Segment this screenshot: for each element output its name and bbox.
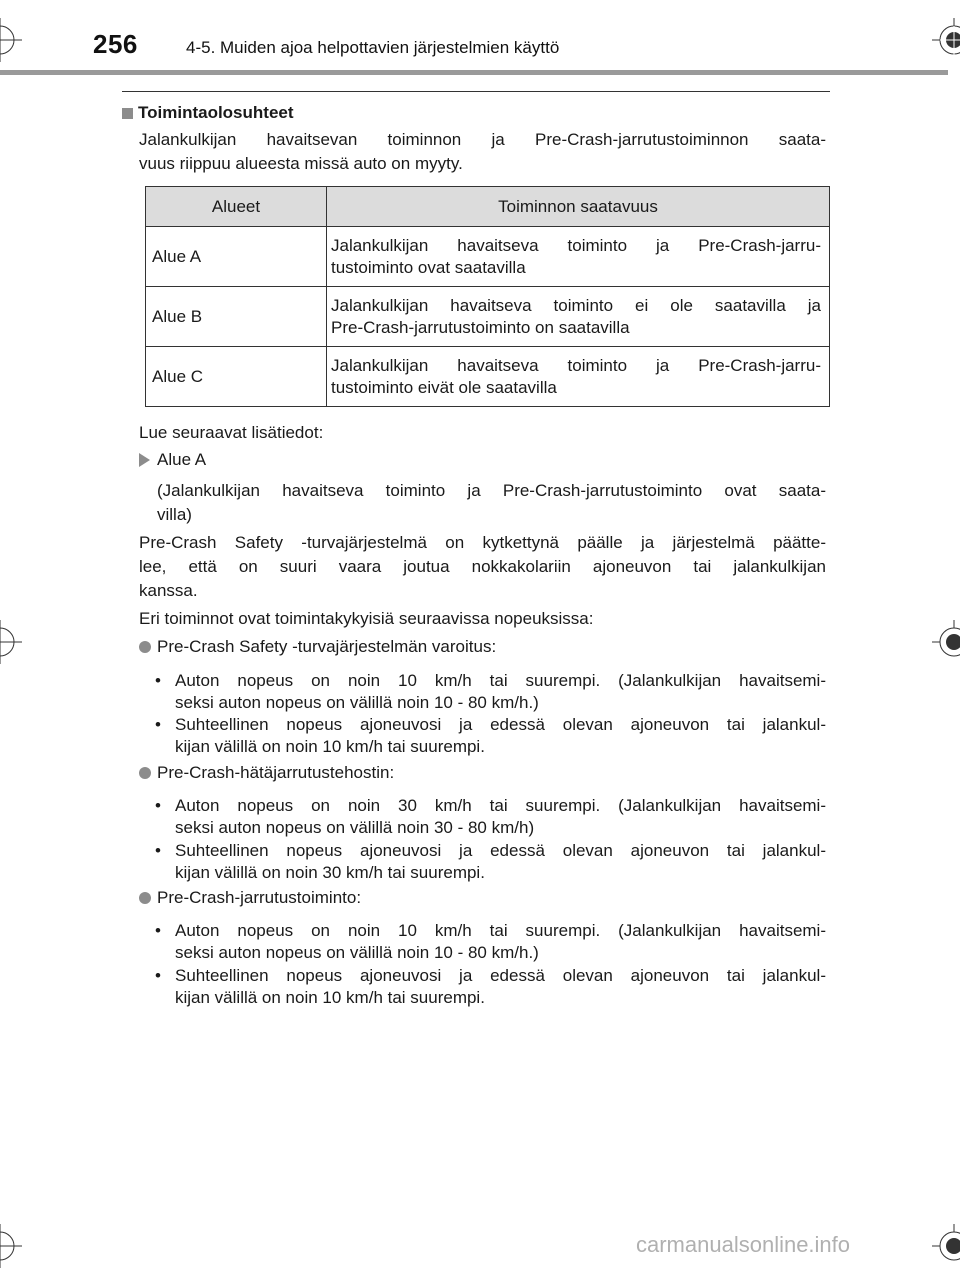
list-item bbox=[155, 714, 826, 758]
page-header bbox=[0, 0, 960, 80]
list-item-line: Suhteellinen nopeus ajoneuvosi ja edessä olevan ajoneuvon tai jalankul- bbox=[175, 715, 826, 734]
column-header-areas: Alueet bbox=[146, 187, 327, 227]
area-a-note-line: villa) bbox=[157, 505, 192, 524]
list-item bbox=[155, 840, 826, 884]
intro-line: Jalankulkijan havaitsevan toiminnon ja Pre-Crash-jarrutustoiminnon saata- bbox=[139, 130, 826, 149]
list-item-line: Auton nopeus on noin 10 km/h tai suurempi. (Jalankulkijan havaitsemi- bbox=[175, 671, 826, 690]
column-header-availability: Toiminnon saatavuus bbox=[327, 187, 830, 227]
bullet-dot: • bbox=[155, 671, 161, 690]
list-item-line: Suhteellinen nopeus ajoneuvosi ja edessä olevan ajoneuvon tai jalankul- bbox=[175, 966, 826, 985]
function-title: Pre-Crash-jarrutustoiminto: bbox=[157, 888, 362, 907]
availability-cell bbox=[327, 287, 830, 347]
paragraph-line: lee, että on suuri vaara joutua nokkakolariin ajoneuvon tai jalankulkijan bbox=[139, 557, 826, 576]
availability-line: Jalankulkijan havaitseva toiminto ja Pre-Crash-jarru- bbox=[331, 235, 821, 255]
list-item bbox=[155, 795, 826, 839]
bullet-dot: • bbox=[155, 841, 161, 860]
function-heading bbox=[139, 637, 496, 657]
paragraph-line: kanssa. bbox=[139, 581, 198, 600]
availability-line: Jalankulkijan havaitseva toiminto ja Pre-Crash-jarru- bbox=[331, 355, 821, 375]
intro-line: vuus riippuu alueesta missä auto on myyty. bbox=[139, 154, 463, 173]
section-heading bbox=[122, 103, 294, 123]
registration-mark-middle-left bbox=[0, 620, 22, 664]
list-item-line: seksi auton nopeus on välillä noin 10 - 80 km/h.) bbox=[175, 693, 539, 712]
area-a-note-line: (Jalankulkijan havaitseva toiminto ja Pre-Crash-jarrutustoiminto ovat saata- bbox=[157, 481, 826, 500]
paragraph-line: Pre-Crash Safety -turvajärjestelmä on kytkettynä päälle ja järjestelmä päätte- bbox=[139, 533, 826, 552]
registration-mark-bottom-left bbox=[0, 1224, 22, 1268]
area-cell: Alue C bbox=[146, 347, 327, 407]
chapter-title: 4-5. Muiden ajoa helpottavien järjestelmien käyttö bbox=[186, 38, 560, 57]
list-item-line: kijan välillä on noin 10 km/h tai suurempi. bbox=[175, 988, 485, 1007]
watermark: carmanualsonline.info bbox=[636, 1232, 851, 1257]
availability-line: Jalankulkijan havaitseva toiminto ei ole saatavilla ja bbox=[331, 295, 821, 315]
round-bullet-icon bbox=[139, 892, 151, 904]
area-a-label: Alue A bbox=[157, 450, 207, 469]
bullet-dot: • bbox=[155, 796, 161, 815]
list-item-line: seksi auton nopeus on välillä noin 10 - 80 km/h.) bbox=[175, 943, 539, 962]
speeds-intro: Eri toiminnot ovat toimintakykyisiä seuraavissa nopeuksissa: bbox=[139, 609, 594, 628]
list-item-line: Auton nopeus on noin 10 km/h tai suurempi. (Jalankulkijan havaitsemi- bbox=[175, 921, 826, 940]
availability-line: Pre-Crash-jarrutustoiminto on saatavilla bbox=[331, 317, 630, 337]
list-item-line: Suhteellinen nopeus ajoneuvosi ja edessä olevan ajoneuvon tai jalankul- bbox=[175, 841, 826, 860]
list-item bbox=[155, 965, 826, 1009]
table-row bbox=[146, 227, 830, 287]
header-rule bbox=[0, 70, 948, 75]
registration-mark-middle-right bbox=[932, 620, 960, 664]
bullet-dot: • bbox=[155, 921, 161, 940]
list-item-line: kijan välillä on noin 10 km/h tai suurempi. bbox=[175, 737, 485, 756]
page-number: 256 bbox=[93, 29, 138, 59]
function-title: Pre-Crash Safety -turvajärjestelmän varoitus: bbox=[157, 637, 497, 656]
availability-line: tustoiminto ovat saatavilla bbox=[331, 257, 526, 277]
list-item bbox=[155, 670, 826, 714]
round-bullet-icon bbox=[139, 767, 151, 779]
table-row bbox=[146, 347, 830, 407]
area-cell: Alue B bbox=[146, 287, 327, 347]
intro-paragraph bbox=[139, 128, 826, 176]
availability-table bbox=[145, 186, 830, 407]
bullet-dot: • bbox=[155, 715, 161, 734]
section-divider bbox=[122, 91, 830, 92]
condition-paragraph bbox=[139, 531, 826, 603]
section-heading-text: Toimintaolosuhteet bbox=[138, 103, 294, 122]
function-heading bbox=[139, 888, 361, 908]
bullet-dot: • bbox=[155, 966, 161, 985]
table-row bbox=[146, 287, 830, 347]
table-header-row bbox=[146, 187, 830, 227]
function-title: Pre-Crash-hätäjarrutustehostin: bbox=[157, 763, 395, 782]
area-a-note bbox=[157, 479, 826, 527]
triangle-bullet-icon bbox=[139, 453, 150, 467]
list-item-line: seksi auton nopeus on välillä noin 30 - 80 km/h) bbox=[175, 818, 535, 837]
area-a-item bbox=[139, 450, 206, 470]
function-heading bbox=[139, 763, 394, 783]
list-item bbox=[155, 920, 826, 964]
area-cell: Alue A bbox=[146, 227, 327, 287]
round-bullet-icon bbox=[139, 641, 151, 653]
list-item-line: Auton nopeus on noin 30 km/h tai suurempi. (Jalankulkijan havaitsemi- bbox=[175, 796, 826, 815]
more-info-text: Lue seuraavat lisätiedot: bbox=[139, 423, 324, 442]
square-bullet-icon bbox=[122, 108, 133, 119]
availability-line: tustoiminto eivät ole saatavilla bbox=[331, 377, 557, 397]
registration-mark-bottom-right bbox=[932, 1224, 960, 1268]
list-item-line: kijan välillä on noin 30 km/h tai suurempi. bbox=[175, 863, 485, 882]
availability-cell bbox=[327, 347, 830, 407]
availability-cell bbox=[327, 227, 830, 287]
